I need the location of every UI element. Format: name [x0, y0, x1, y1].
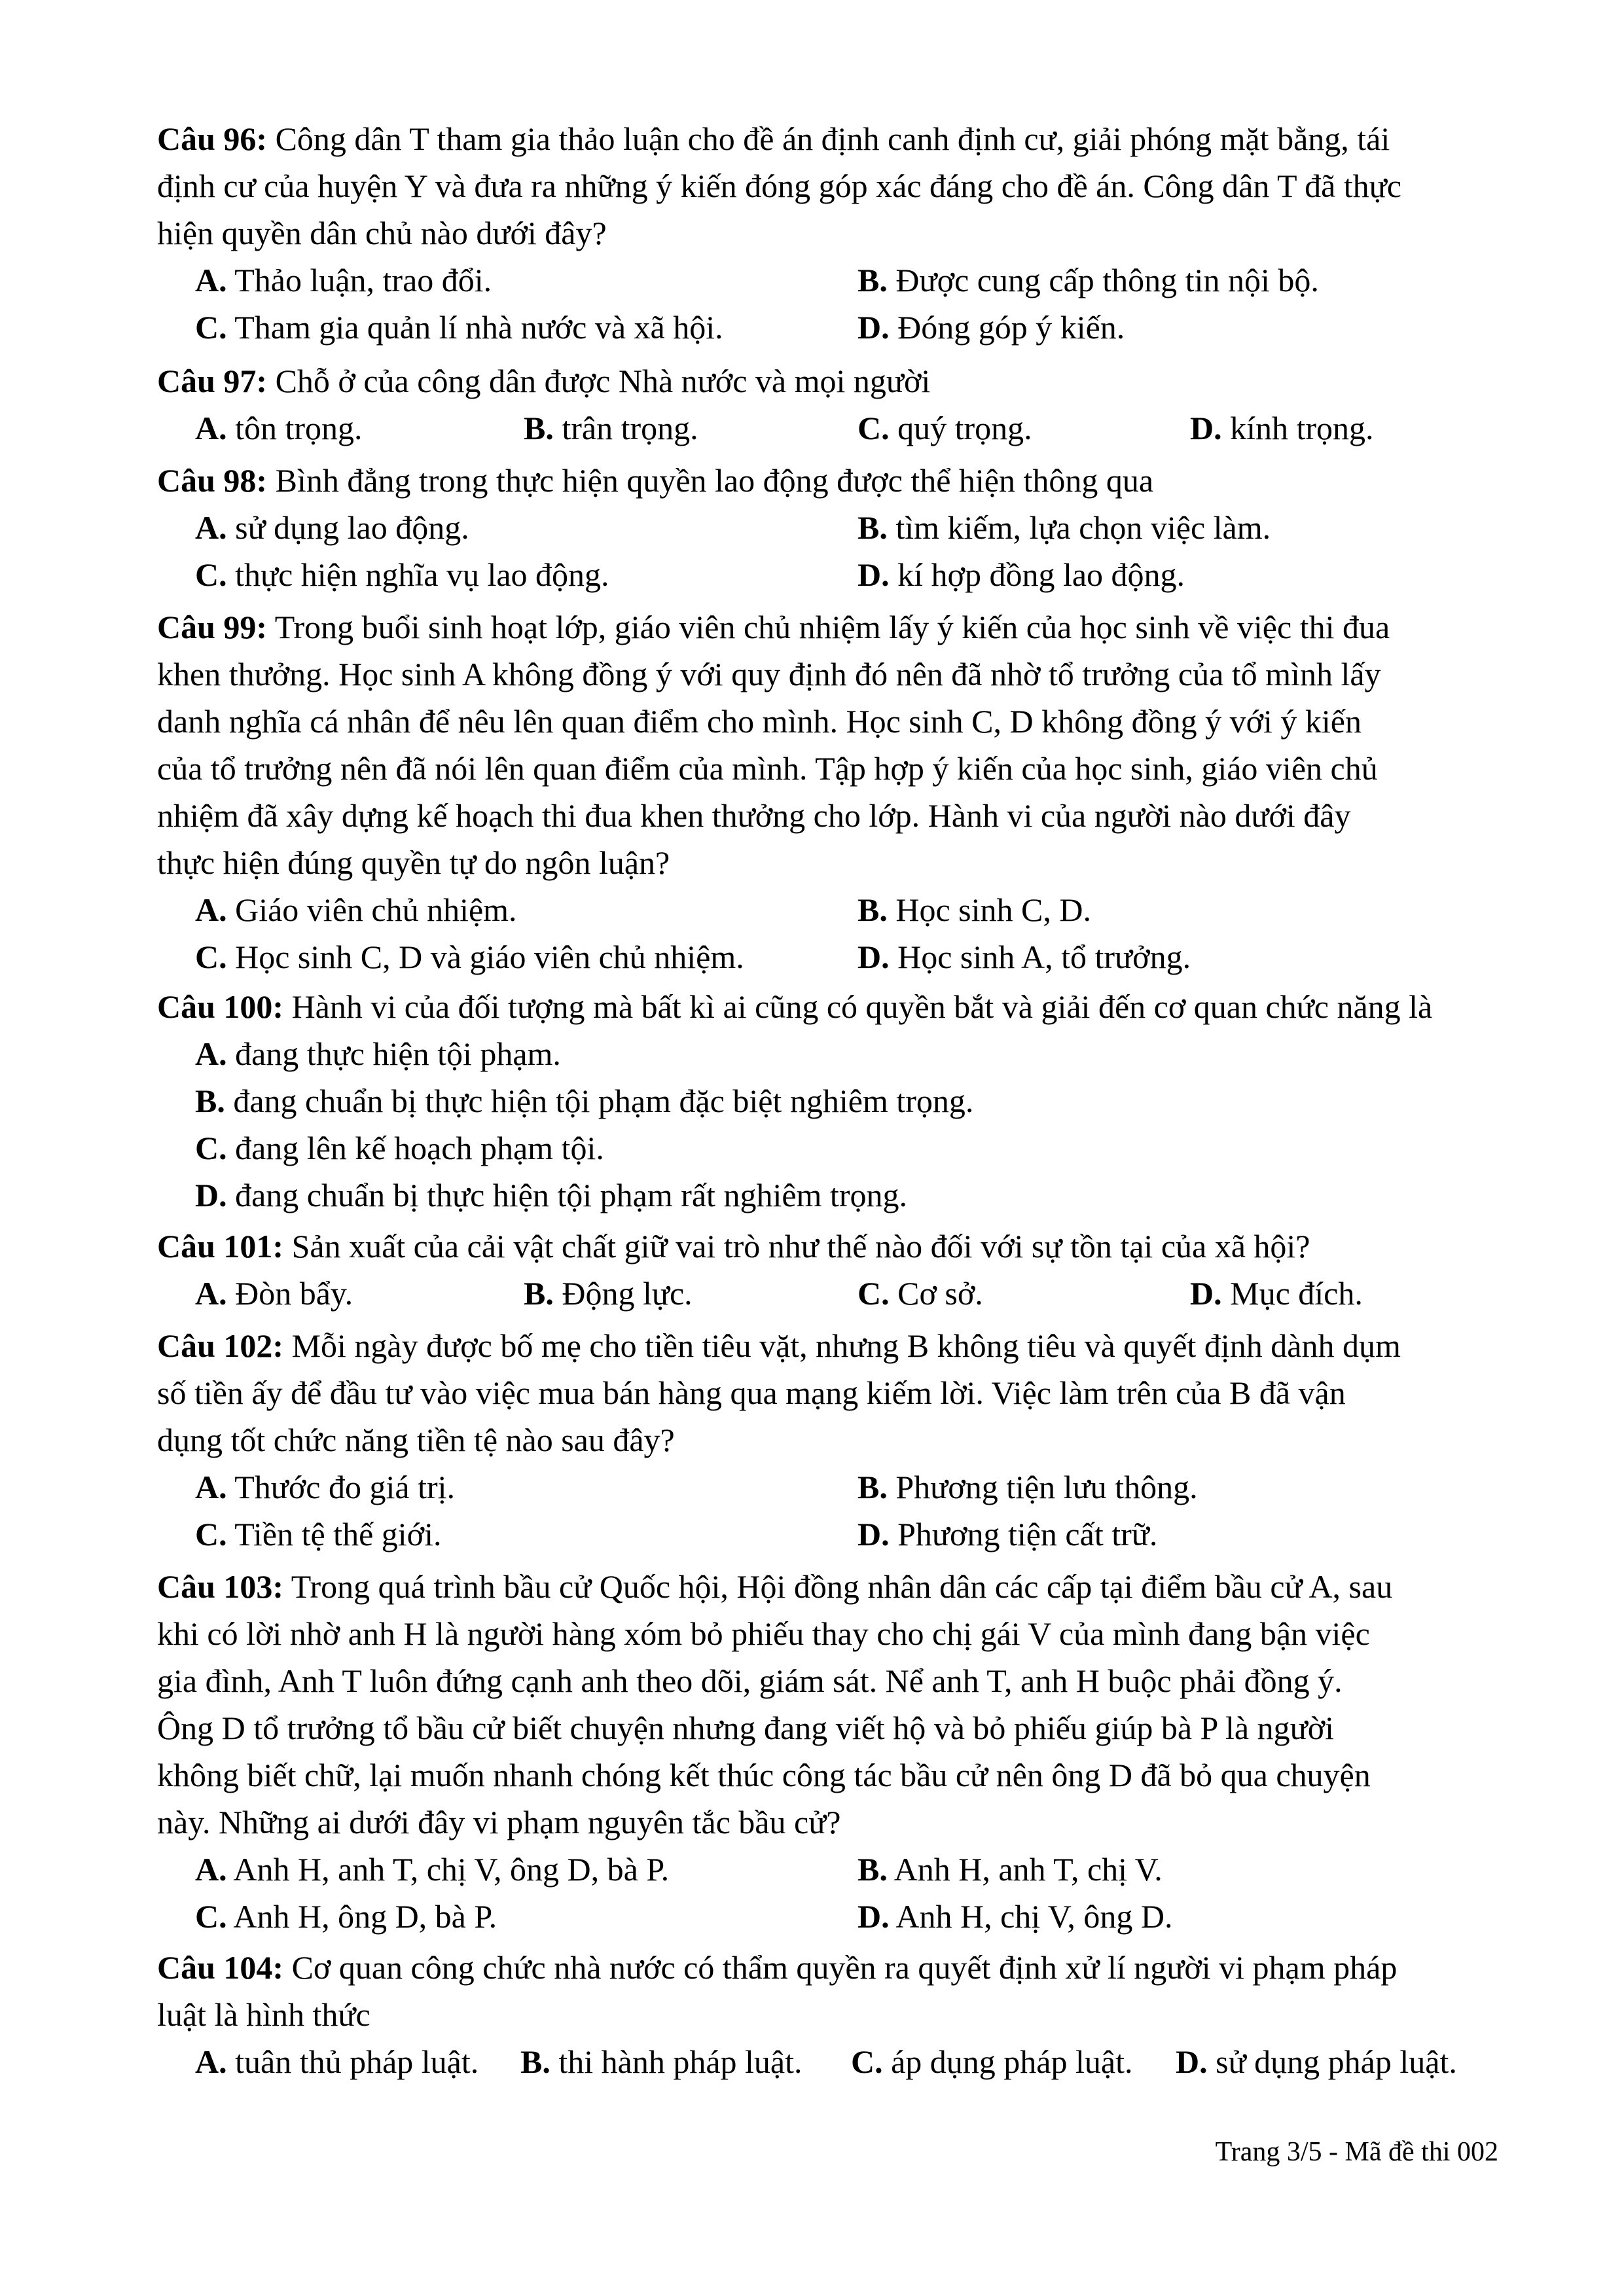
option-c: C. Anh H, ông D, bà P. [195, 1898, 497, 1935]
option-c: C. Học sinh C, D và giáo viên chủ nhiệm. [195, 939, 744, 975]
option-b: B. trân trọng. [524, 410, 698, 446]
question-line [157, 1223, 1499, 1270]
option-b: B. thi hành pháp luật. [520, 2043, 803, 2080]
option-b: B. đang chuẩn bị thực hiện tội phạm đặc biệt nghiêm trọng. [195, 1083, 974, 1119]
question-text: khi có lời nhờ anh H là người hàng xóm bỏ phiếu thay cho chị gái V của mình đang bận việc [157, 1615, 1370, 1652]
question-line [157, 603, 1499, 651]
option-a: A. Đòn bẩy. [195, 1275, 353, 1312]
option-a: A. tôn trọng. [195, 410, 363, 446]
option-c: C. Cơ sở. [857, 1275, 983, 1312]
option-a: A. sử dụng lao động. [195, 509, 469, 546]
question-text: không biết chữ, lại muốn nhanh chóng kết thúc công tác bầu cử nên ông D đã bỏ qua chuyện [157, 1757, 1371, 1793]
question-text: Bình đẳng trong thực hiện quyền lao động được thể hiện thông qua [275, 462, 1154, 499]
question-96 [157, 115, 1499, 257]
option-d: D. Học sinh A, tổ trưởng. [857, 939, 1191, 975]
question-label: Câu 97: [157, 363, 268, 399]
question-line [157, 115, 1499, 162]
question-text: hiện quyền dân chủ nào dưới đây? [157, 215, 607, 251]
question-102 [157, 1322, 1499, 1463]
question-label: Câu 103: [157, 1568, 284, 1605]
option-c: C. Tham gia quản lí nhà nước và xã hội. [195, 309, 723, 346]
question-label: Câu 100: [157, 988, 284, 1025]
option-a: A. Thảo luận, trao đổi. [195, 262, 492, 298]
option-a: A. Giáo viên chủ nhiệm. [195, 891, 517, 928]
question-text: Chỗ ở của công dân được Nhà nước và mọi người [275, 363, 931, 399]
question-text: nhiệm đã xây dựng kế hoạch thi đua khen thưởng cho lớp. Hành vi của người nào dưới đây [157, 797, 1351, 834]
question-text: này. Những ai dưới đây vi phạm nguyên tắc bầu cử? [157, 1804, 841, 1840]
option-c: C. thực hiện nghĩa vụ lao động. [195, 556, 609, 593]
option-d: D. Mục đích. [1190, 1275, 1363, 1312]
question-text: Cơ quan công chức nhà nước có thẩm quyền ra quyết định xử lí người vi phạm pháp [291, 1949, 1398, 1986]
option-d: D. Đóng góp ý kiến. [857, 309, 1125, 346]
question-text: luật là hình thức [157, 1996, 370, 2033]
question-98 [157, 457, 1499, 504]
option-a: A. Anh H, anh T, chị V, ông D, bà P. [195, 1851, 670, 1888]
question-104 [157, 1944, 1499, 2038]
question-label: Câu 104: [157, 1949, 284, 1986]
option-c: C. Tiền tệ thế giới. [195, 1516, 442, 1552]
option-d: D. Anh H, chị V, ông D. [857, 1898, 1173, 1935]
option-d: D. kính trọng. [1190, 410, 1374, 446]
question-text: thực hiện đúng quyền tự do ngôn luận? [157, 844, 670, 881]
option-d: D. đang chuẩn bị thực hiện tội phạm rất nghiêm trọng. [195, 1177, 907, 1213]
option-b: B. tìm kiếm, lựa chọn việc làm. [857, 509, 1271, 546]
question-line [157, 457, 1499, 504]
question-line [157, 1563, 1499, 1610]
question-line [157, 983, 1499, 1030]
option-a: A. Thước đo giá trị. [195, 1469, 456, 1505]
question-text: khen thưởng. Học sinh A không đồng ý với quy định đó nên đã nhờ tổ trưởng của tổ mình lấy [157, 656, 1381, 692]
question-text: Ông D tổ trưởng tổ bầu cử biết chuyện nhưng đang viết hộ và bỏ phiếu giúp bà P là người [157, 1710, 1335, 1746]
option-a: A. tuân thủ pháp luật. [195, 2043, 479, 2080]
question-label: Câu 102: [157, 1327, 284, 1364]
question-text: Công dân T tham gia thảo luận cho đề án định canh định cư, giải phóng mặt bằng, tái [275, 120, 1390, 157]
question-text: số tiền ấy để đầu tư vào việc mua bán hàng qua mạng kiếm lời. Việc làm trên của B đã vận [157, 1374, 1346, 1411]
question-label: Câu 98: [157, 462, 268, 499]
option-a: A. đang thực hiện tội phạm. [195, 1035, 561, 1072]
option-d: D. Phương tiện cất trữ. [857, 1516, 1158, 1552]
option-b: B. Phương tiện lưu thông. [857, 1469, 1198, 1505]
question-text: gia đình, Anh T luôn đứng cạnh anh theo dõi, giám sát. Nể anh T, anh H buộc phải đồng ý. [157, 1662, 1343, 1699]
question-text: danh nghĩa cá nhân để nêu lên quan điểm cho mình. Học sinh C, D không đồng ý với ý kiến [157, 703, 1362, 740]
option-b: B. Động lực. [524, 1275, 693, 1312]
option-b: B. Anh H, anh T, chị V. [857, 1851, 1163, 1888]
question-text: Sản xuất của cải vật chất giữ vai trò như thế nào đối với sự tồn tại của xã hội? [291, 1228, 1310, 1265]
option-d: D. sử dụng pháp luật. [1176, 2043, 1457, 2080]
question-line [157, 1322, 1499, 1369]
page-footer: Trang 3/5 - Mã đề thi 002 [1215, 2137, 1498, 2167]
option-b: B. Được cung cấp thông tin nội bộ. [857, 262, 1319, 298]
question-100 [157, 983, 1499, 1030]
question-text: dụng tốt chức năng tiền tệ nào sau đây? [157, 1422, 675, 1458]
question-label: Câu 96: [157, 120, 268, 157]
question-text: Trong buổi sinh hoạt lớp, giáo viên chủ nhiệm lấy ý kiến của học sinh về việc thi đua [274, 609, 1390, 645]
question-99 [157, 603, 1499, 886]
question-text: định cư của huyện Y và đưa ra những ý kiến đóng góp xác đáng cho đề án. Công dân T đã thực [157, 168, 1401, 204]
question-line [157, 1944, 1499, 1991]
option-b: B. Học sinh C, D. [857, 891, 1091, 928]
question-text: Mỗi ngày được bố mẹ cho tiền tiêu vặt, nhưng B không tiêu và quyết định dành dụm [291, 1327, 1401, 1364]
question-103 [157, 1563, 1499, 1846]
question-text: Trong quá trình bầu cử Quốc hội, Hội đồng nhân dân các cấp tại điểm bầu cử A, sau [291, 1568, 1393, 1605]
option-c: C. áp dụng pháp luật. [851, 2043, 1133, 2080]
question-97 [157, 357, 1499, 404]
question-text: Hành vi của đối tượng mà bất kì ai cũng có quyền bắt và giải đến cơ quan chức năng là [291, 988, 1433, 1025]
option-c: C. quý trọng. [857, 410, 1032, 446]
question-line [157, 357, 1499, 404]
question-label: Câu 99: [157, 609, 268, 645]
question-101 [157, 1223, 1499, 1270]
question-text: của tổ trưởng nên đã nói lên quan điểm của mình. Tập hợp ý kiến của học sinh, giáo viên chủ [157, 750, 1378, 787]
option-c: C. đang lên kế hoạch phạm tội. [195, 1130, 604, 1166]
option-d: D. kí hợp đồng lao động. [857, 556, 1185, 593]
question-label: Câu 101: [157, 1228, 284, 1265]
